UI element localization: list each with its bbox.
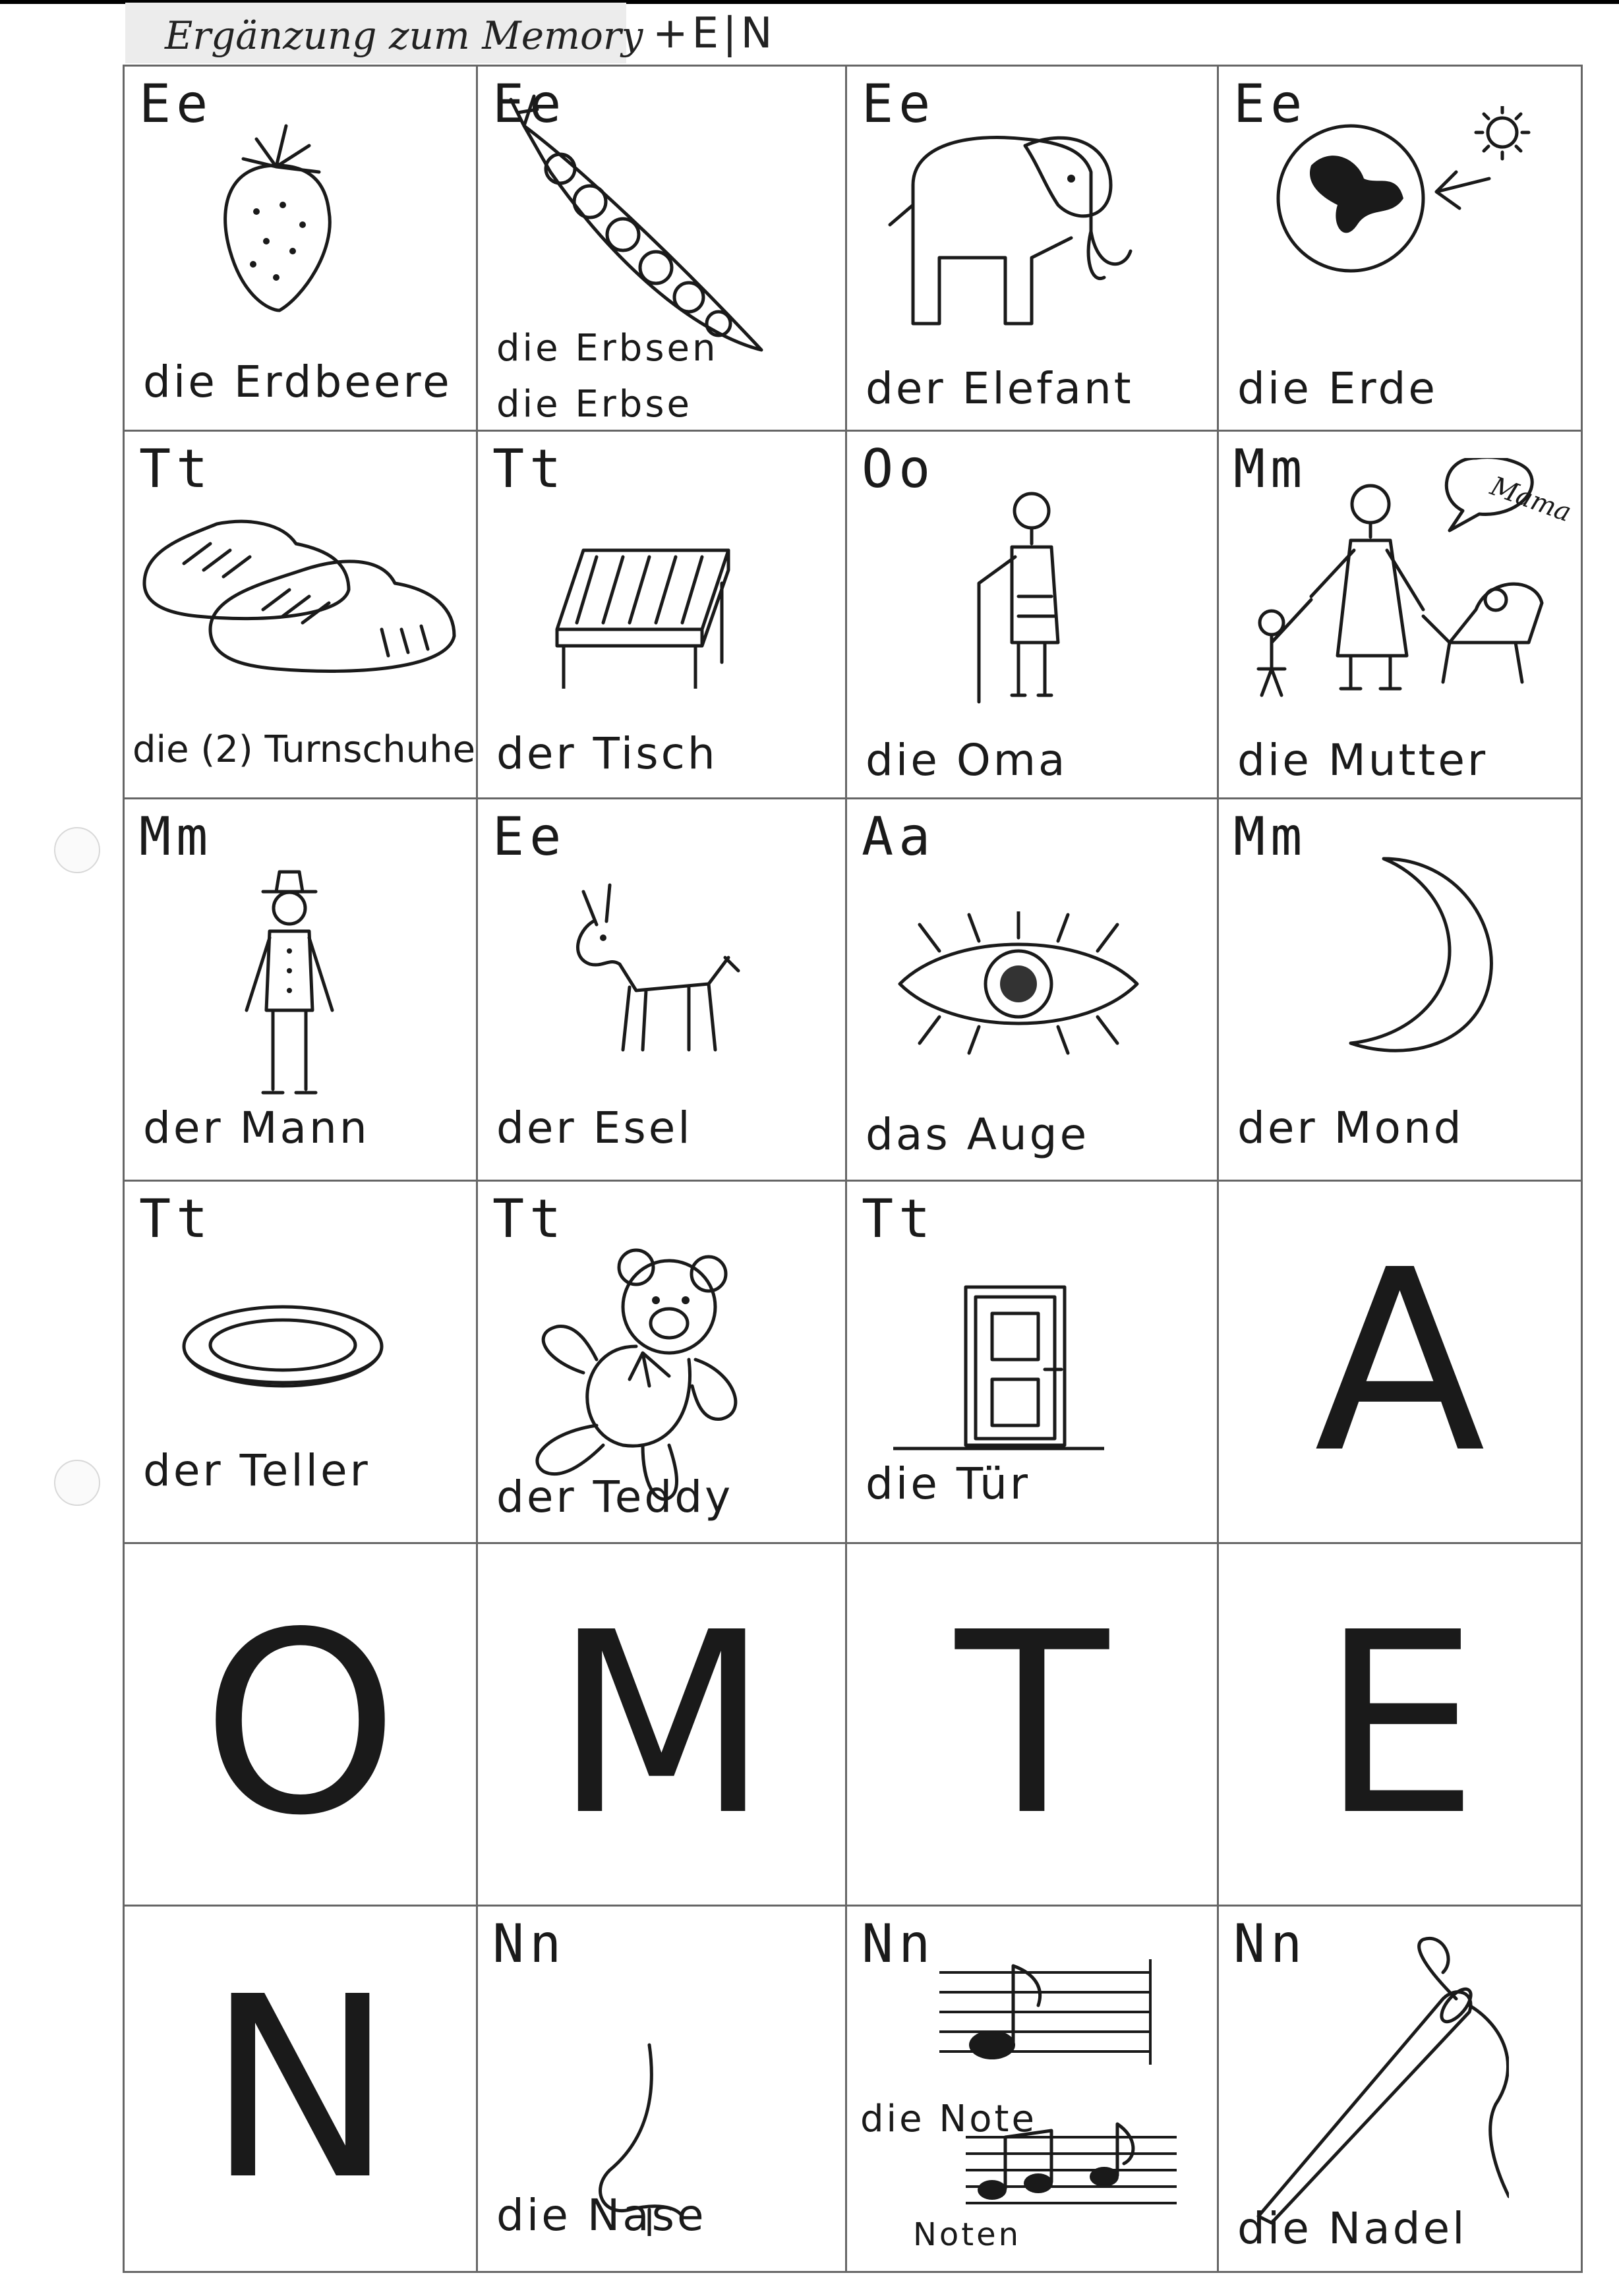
memory-card [845, 797, 1219, 1182]
memory-card [123, 1542, 478, 1907]
card-letters: Ee [492, 806, 567, 867]
memory-card [845, 1905, 1219, 2273]
table-icon [544, 531, 742, 689]
big-letter: O [201, 1578, 399, 1870]
speech-bubble-text: Mama [1486, 471, 1575, 529]
card-letters: Tt [862, 1188, 936, 1249]
card-letters: Ee [862, 73, 936, 134]
memory-card [123, 65, 478, 432]
card-letters: Mm [1233, 806, 1308, 867]
card-word: die Nase [496, 2190, 707, 2241]
big-letter: M [553, 1578, 770, 1870]
card-word: der Mond [1237, 1103, 1464, 1153]
memory-card [476, 430, 847, 799]
card-word: die Erde [1237, 363, 1438, 414]
big-letter: A [1314, 1215, 1486, 1508]
elephant-icon [873, 106, 1150, 330]
memory-card [845, 430, 1219, 799]
moon-icon [1305, 852, 1502, 1063]
card-word: die Erbse [496, 383, 692, 426]
card-letters: Nn [492, 1913, 567, 1974]
card-letters: Mm [139, 806, 214, 867]
page-title: Ergänzung zum Memory [165, 13, 643, 58]
memory-card [845, 65, 1219, 432]
peapod-icon [498, 86, 775, 363]
memory-card [845, 1180, 1219, 1544]
strawberry-icon [204, 119, 349, 317]
card-letters: Nn [862, 1913, 936, 1974]
card-letters: Tt [492, 438, 567, 500]
card-word: der Elefant [866, 363, 1134, 414]
memory-card [1217, 430, 1583, 799]
card-word: die Erdbeere [143, 357, 452, 407]
memory-card [476, 65, 847, 432]
memory-card [123, 430, 478, 799]
card-word: der Mann [143, 1103, 370, 1153]
needle-icon [1245, 1933, 1509, 2236]
card-letters: Ee [139, 73, 214, 134]
man-icon [223, 865, 355, 1109]
grandma-icon [959, 484, 1091, 708]
earth-icon [1265, 106, 1542, 277]
card-word: die Note [860, 2098, 1037, 2140]
card-word-secondary: Noten [913, 2216, 1022, 2253]
big-letter: T [955, 1578, 1109, 1870]
big-letter: N [206, 1942, 394, 2235]
card-letters: Nn [1233, 1913, 1308, 1974]
card-word: die Mutter [1237, 735, 1488, 786]
header-note: +E|N [653, 9, 777, 58]
memory-card [1217, 1542, 1583, 1907]
card-word: der Teddy [496, 1472, 734, 1522]
memory-card [845, 1542, 1219, 1907]
music-notes-icon [860, 1946, 1177, 2223]
memory-card [476, 1180, 847, 1544]
donkey-icon [557, 878, 742, 1056]
memory-card [476, 1905, 847, 2273]
card-letters: Ee [1233, 73, 1308, 134]
plate-icon [177, 1294, 388, 1412]
memory-card [123, 797, 478, 1182]
card-word: der Teller [143, 1445, 370, 1496]
card-letters: Aa [862, 806, 936, 867]
card-word: das Auge [866, 1109, 1090, 1160]
card-word: der Tisch [496, 728, 718, 779]
door-icon [893, 1274, 1104, 1458]
memory-card [1217, 797, 1583, 1182]
card-word-secondary: die Erbsen [496, 327, 719, 370]
memory-card [476, 797, 847, 1182]
memory-card [476, 1542, 847, 1907]
card-word: die Oma [866, 735, 1068, 786]
memory-card [1217, 1180, 1583, 1544]
card-letters: Oo [862, 438, 936, 500]
card-letters: Tt [139, 438, 214, 500]
eye-icon [887, 911, 1150, 1063]
card-word: die (2) Turnschuhe [132, 728, 476, 771]
card-word: die Nadel [1237, 2203, 1467, 2254]
card-word: der Esel [496, 1103, 693, 1153]
card-letters: Mm [1233, 438, 1308, 500]
sneakers-icon [131, 484, 461, 702]
card-letters: Tt [139, 1188, 214, 1249]
card-letters: Ee [492, 73, 567, 134]
memory-card [123, 1180, 478, 1544]
memory-card [1217, 1905, 1583, 2273]
card-word: die Tür [866, 1458, 1031, 1509]
big-letter: E [1320, 1578, 1479, 1870]
memory-card [1217, 65, 1583, 432]
memory-card [123, 1905, 478, 2273]
card-letters: Tt [492, 1188, 567, 1249]
